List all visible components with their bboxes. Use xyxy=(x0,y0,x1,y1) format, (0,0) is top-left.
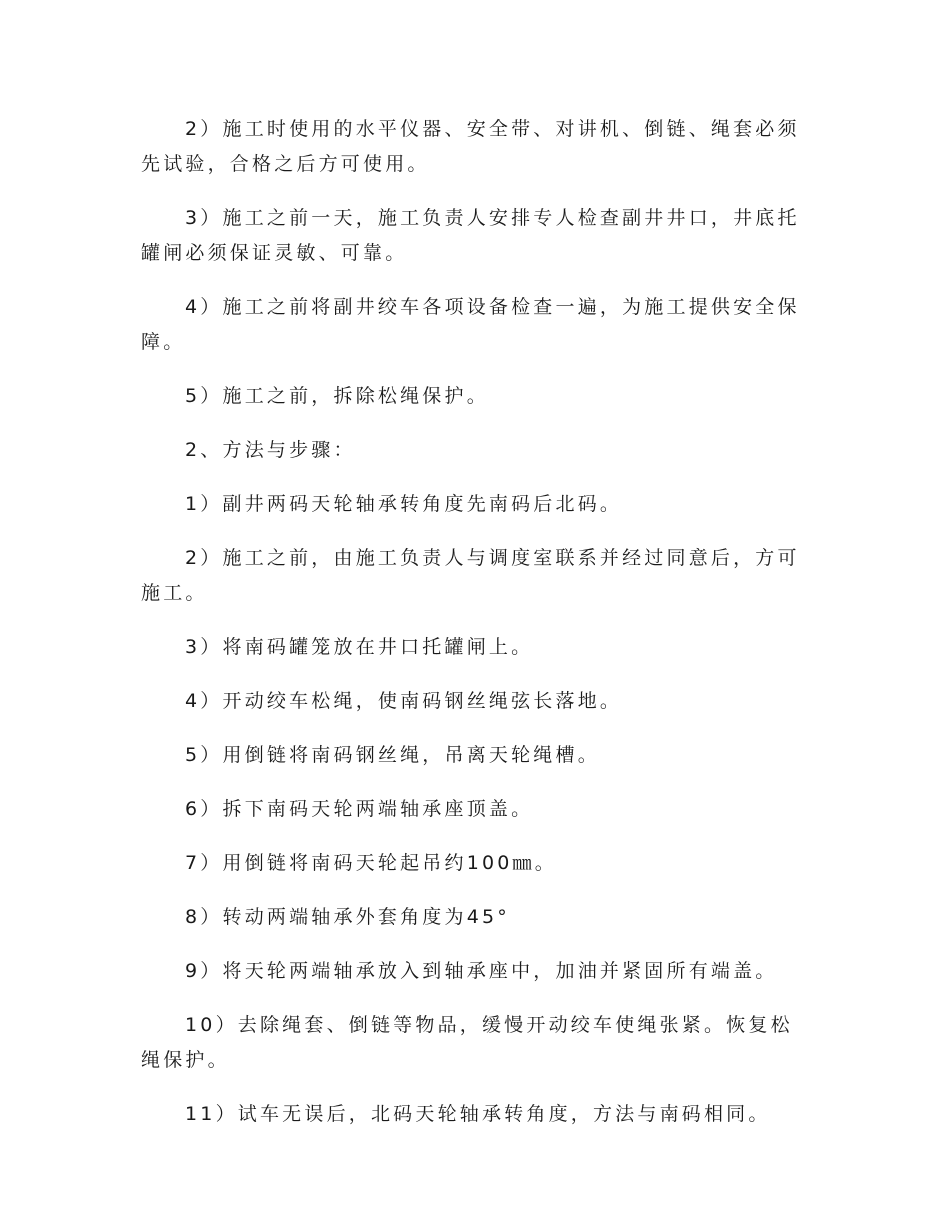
paragraph-step-2: 2）施工之前，由施工负责人与调度室联系并经过同意后，方可施工。 xyxy=(141,547,800,604)
document-body xyxy=(141,112,809,1132)
paragraph-step-1: 1）副井两码天轮轴承转角度先南码后北码。 xyxy=(185,493,623,515)
paragraph-step-4: 4）开动绞车松绳，使南码钢丝绳弦长落地。 xyxy=(185,690,623,712)
paragraph-step-7: 7）用倒链将南码天轮起吊约100㎜。 xyxy=(185,852,557,874)
paragraph-step-10: 10）去除绳套、倒链等物品，缓慢开动绞车使绳张紧。恢复松绳保护。 xyxy=(141,1014,793,1071)
paragraph-prep-2: 2）施工时使用的水平仪器、安全带、对讲机、倒链、绳套必须先试验，合格之后方可使用。 xyxy=(141,118,800,175)
paragraph-prep-3: 3）施工之前一天，施工负责人安排专人检查副井井口，井底托罐闸必须保证灵敏、可靠。 xyxy=(141,207,800,264)
paragraph-step-5: 5）用倒链将南码钢丝绳，吊离天轮绳槽。 xyxy=(185,744,600,766)
paragraph-step-6: 6）拆下南码天轮两端轴承座顶盖。 xyxy=(185,798,534,820)
paragraph-step-3: 3）将南码罐笼放在井口托罐闸上。 xyxy=(185,636,534,658)
paragraph-step-8: 8）转动两端轴承外套角度为45° xyxy=(185,906,510,928)
paragraph-step-9: 9）将天轮两端轴承放入到轴承座中，加油并紧固所有端盖。 xyxy=(185,960,778,982)
paragraph-step-11: 11）试车无误后，北码天轮轴承转角度，方法与南码相同。 xyxy=(185,1103,771,1125)
paragraph-prep-4: 4）施工之前将副井绞车各项设备检查一遍，为施工提供安全保障。 xyxy=(141,296,800,353)
section-heading-methods: 2、方法与步骤： xyxy=(185,439,356,461)
paragraph-prep-5: 5）施工之前，拆除松绳保护。 xyxy=(185,385,489,407)
